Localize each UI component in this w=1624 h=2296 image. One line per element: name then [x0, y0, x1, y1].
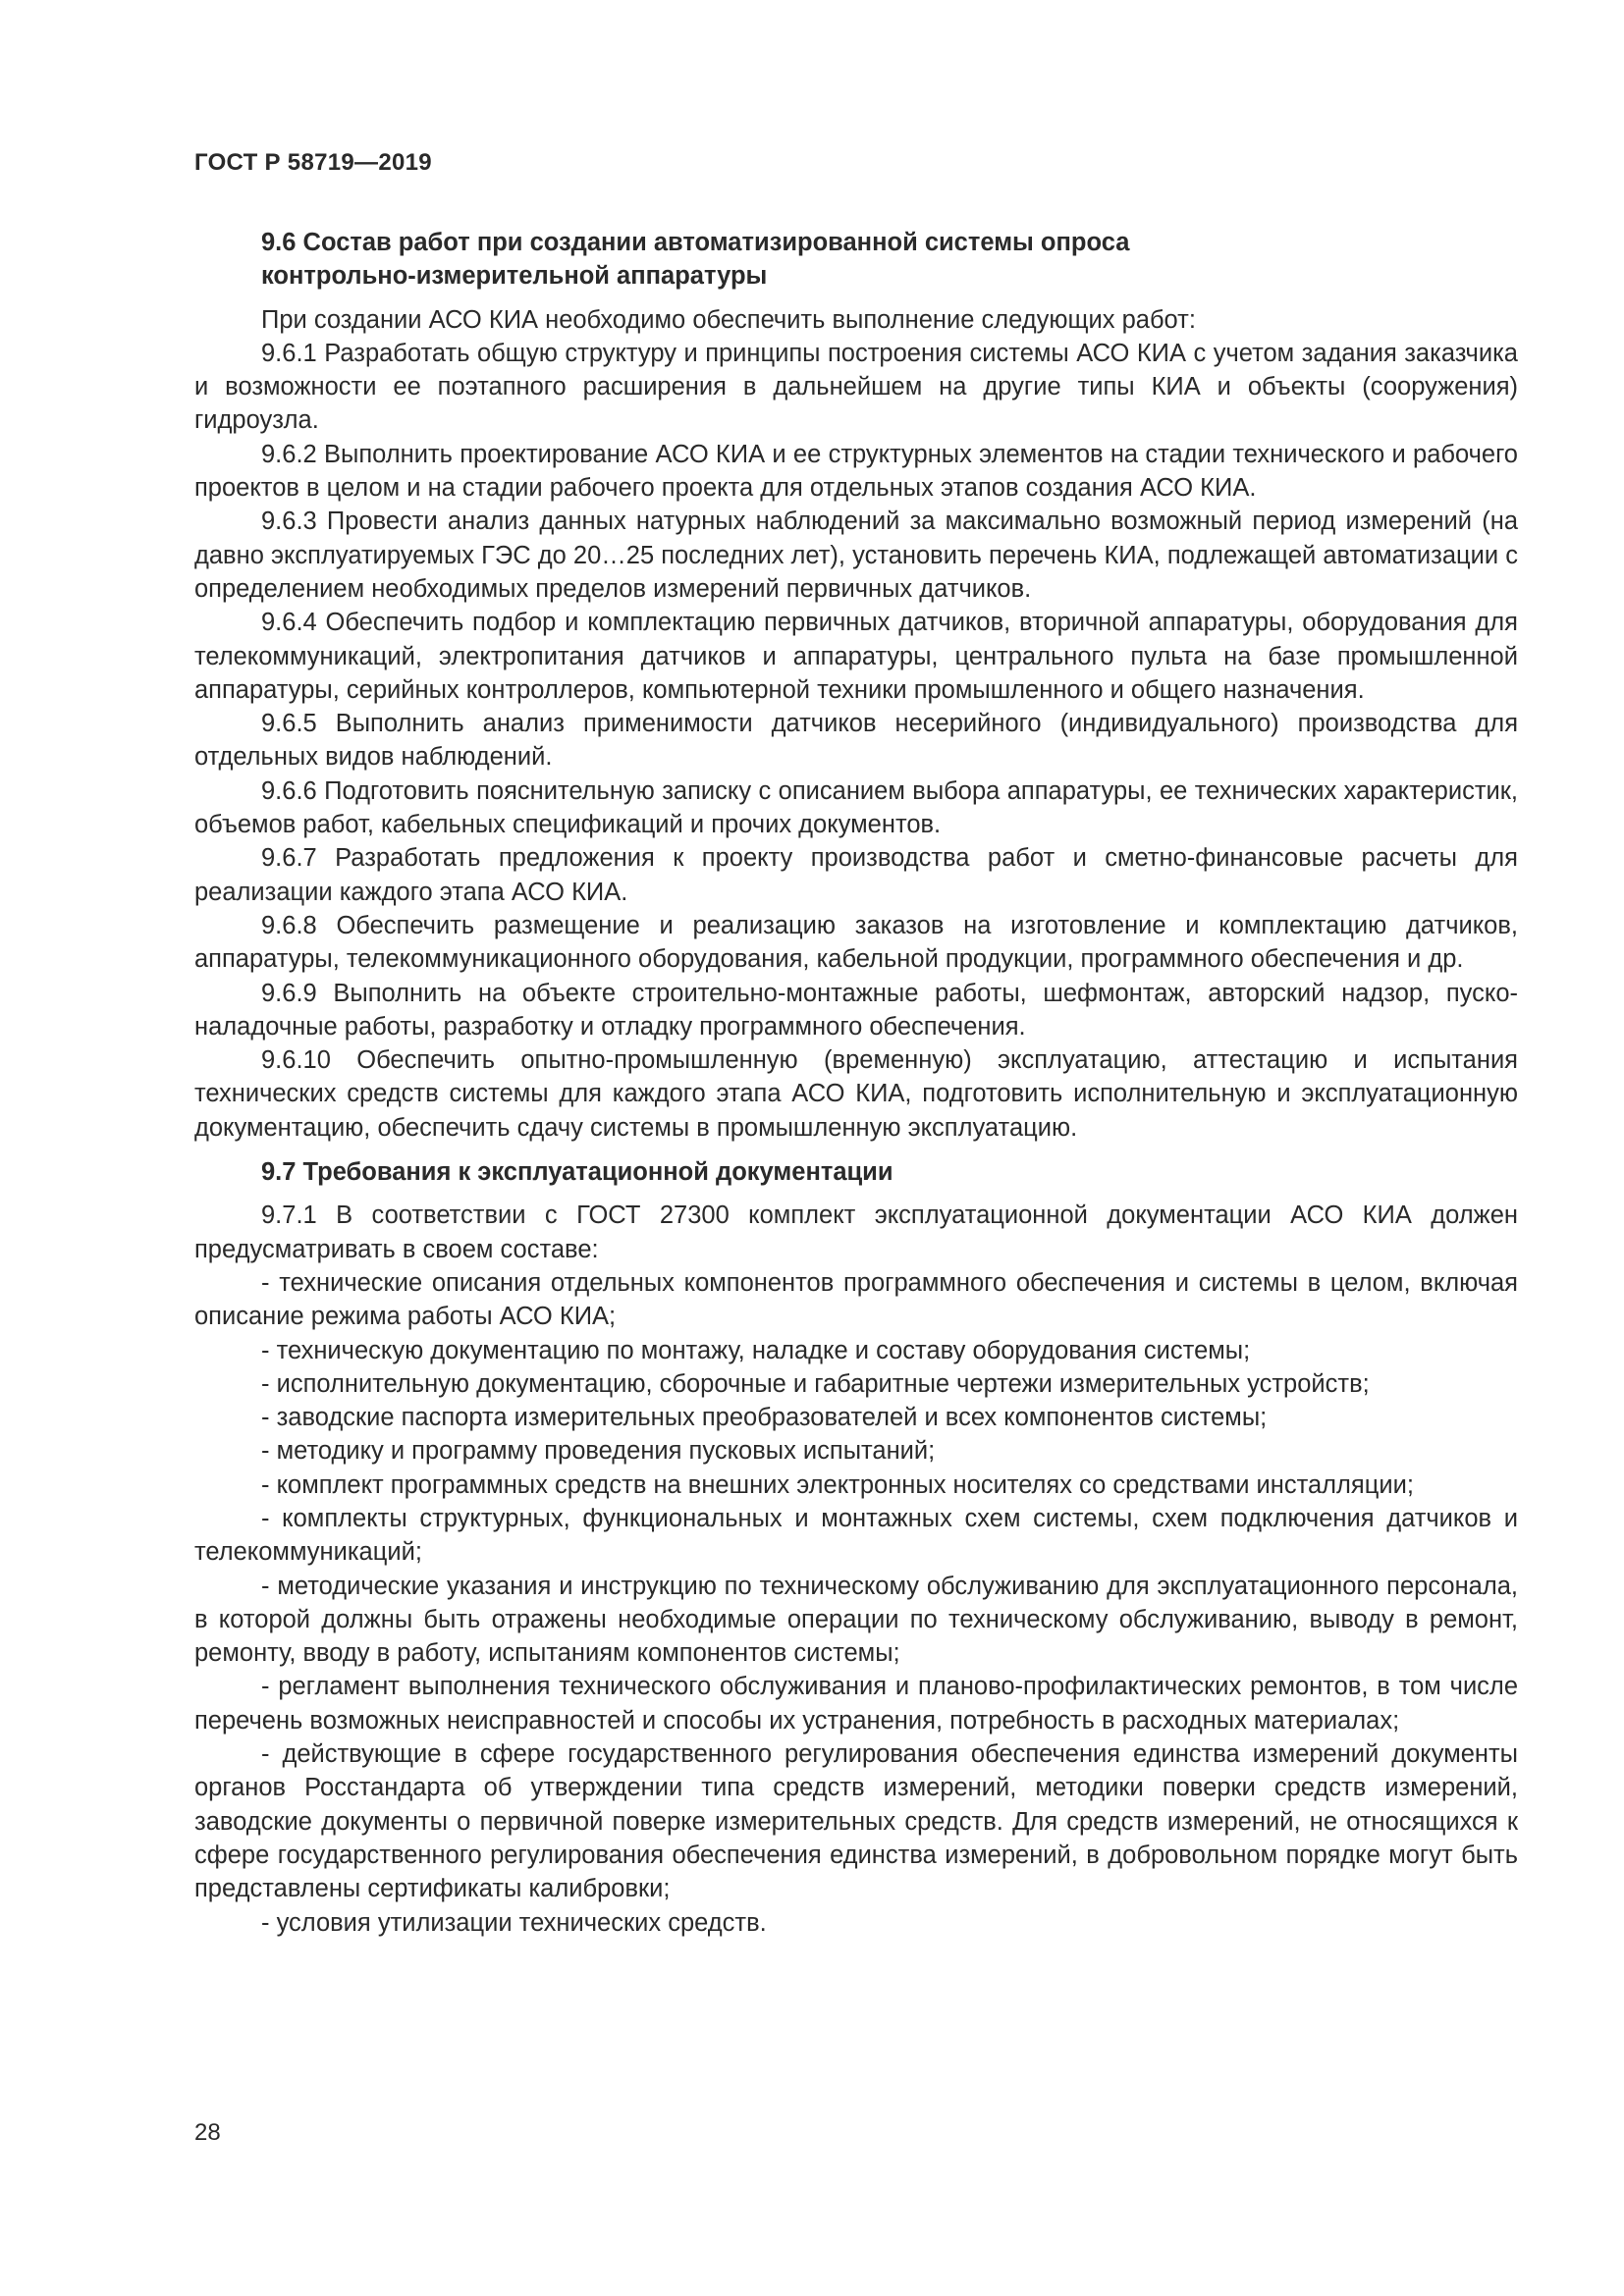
- item-9-6-3: 9.6.3 Провести анализ данных натурных наблюдений за максимально возможный период измерений (на давно эксплуатируемых ГЭС до 20…25 последних лет), установить перечень КИА, подлежащей автоматизации с определением необходимых пределов измерений первичных датчиков.: [194, 507, 1518, 603]
- item-9-7-1: 9.7.1 В соответствии с ГОСТ 27300 комплект эксплуатационной документации АСО КИА должен предусматривать в своем составе:: [194, 1201, 1518, 1263]
- section-9-6-intro: При создании АСО КИА необходимо обеспечить выполнение следующих работ:: [261, 305, 1196, 334]
- doc-list-item: - условия утилизации технических средств.: [261, 1908, 767, 1937]
- doc-list-item: - действующие в сфере государственного регулирования обеспечения единства измерений документы органов Росстандарта об утверждении типа средств измерений, методики поверки средств измерений, заводские документы о первичной поверке измерительных средств. Для средств измерений, не относящихся к сфере государственного регулирования обеспечения единства измерений, в добровольном порядке могут быть представлены сертификаты калибровки;: [194, 1740, 1518, 1903]
- doc-list-item: - комплекты структурных, функциональных и монтажных схем системы, схем подключения датчиков и телекоммуникаций;: [194, 1504, 1518, 1567]
- item-9-6-5: 9.6.5 Выполнить анализ применимости датчиков несерийного (индивидуального) производства для отдельных видов наблюдений.: [194, 710, 1518, 772]
- item-9-6-9: 9.6.9 Выполнить на объекте строительно-монтажные работы, шефмонтаж, авторский надзор, пуско-наладочные работы, разработку и отладку программного обеспечения.: [194, 979, 1518, 1041]
- section-9-7-title: 9.7 Требования к эксплуатационной документации: [261, 1158, 893, 1187]
- item-9-6-7: 9.6.7 Разработать предложения к проекту производства работ и сметно-финансовые расчеты для реализации каждого этапа АСО КИА.: [194, 844, 1518, 906]
- item-9-6-8: 9.6.8 Обеспечить размещение и реализацию заказов на изготовление и комплектацию датчиков, аппаратуры, телекоммуникационного оборудования, кабельной продукции, программного обеспечения и др.: [194, 911, 1518, 974]
- doc-list-item: - исполнительную документацию, сборочные и габаритные чертежи измерительных устройств;: [261, 1369, 1370, 1398]
- item-9-6-2: 9.6.2 Выполнить проектирование АСО КИА и ее структурных элементов на стадии технического и рабочего проектов в целом и на стадии рабочего проекта для отдельных этапов создания АСО КИА.: [194, 440, 1518, 503]
- doc-list-item: - методику и программу проведения пусковых испытаний;: [261, 1437, 936, 1466]
- document-number-header: ГОСТ Р 58719—2019: [194, 149, 432, 176]
- item-9-6-10: 9.6.10 Обеспечить опытно-промышленную (временную) эксплуатацию, аттестацию и испытания технических средств системы для каждого этапа АСО КИА, подготовить исполнительную и эксплуатационную документацию, обеспечить сдачу системы в промышленную эксплуатацию.: [194, 1046, 1518, 1142]
- section-9-6-title-line-1: 9.6 Состав работ при создании автоматизированной системы опроса: [261, 229, 1130, 256]
- page-number: 28: [194, 2119, 221, 2146]
- doc-list-item: - технические описания отдельных компонентов программного обеспечения и системы в целом, включая описание режима работы АСО КИА;: [194, 1268, 1518, 1331]
- doc-list-item: - регламент выполнения технического обслуживания и планово-профилактических ремонтов, в том числе перечень возможных неисправностей и способы их устранения, потребность в расходных материалах;: [194, 1673, 1518, 1735]
- doc-list-item: - комплект программных средств на внешних электронных носителях со средствами инсталляции;: [261, 1470, 1414, 1499]
- page-content: [194, 226, 1518, 1940]
- doc-list-item: - методические указания и инструкцию по техническому обслуживанию для эксплуатационного персонала, в которой должны быть отражены необходимые операции по техническому обслуживанию, выводу в ремонт, ремонту, вводу в работу, испытаниям компонентов системы;: [194, 1572, 1518, 1668]
- item-9-6-4: 9.6.4 Обеспечить подбор и комплектацию первичных датчиков, вторичной аппаратуры, оборудования для телекоммуникаций, электропитания датчиков и аппаратуры, центрального пульта на базе промышленной аппаратуры, серийных контроллеров, компьютерной техники промышленного и общего назначения.: [194, 609, 1518, 704]
- doc-list-item: - заводские паспорта измерительных преобразователей и всех компонентов системы;: [261, 1404, 1268, 1432]
- doc-list-item: - техническую документацию по монтажу, наладке и составу оборудования системы;: [261, 1336, 1251, 1364]
- item-9-6-6: 9.6.6 Подготовить пояснительную записку с описанием выбора аппаратуры, ее технических характеристик, объемов работ, кабельных спецификаций и прочих документов.: [194, 776, 1518, 839]
- section-9-6-title-line-2: контрольно-измерительной аппаратуры: [261, 262, 768, 291]
- item-9-6-1: 9.6.1 Разработать общую структуру и принципы построения системы АСО КИА с учетом задания заказчика и возможности ее поэтапного расширения в дальнейшем на другие типы КИА и объекты (сооружения) гидроузла.: [194, 339, 1518, 435]
